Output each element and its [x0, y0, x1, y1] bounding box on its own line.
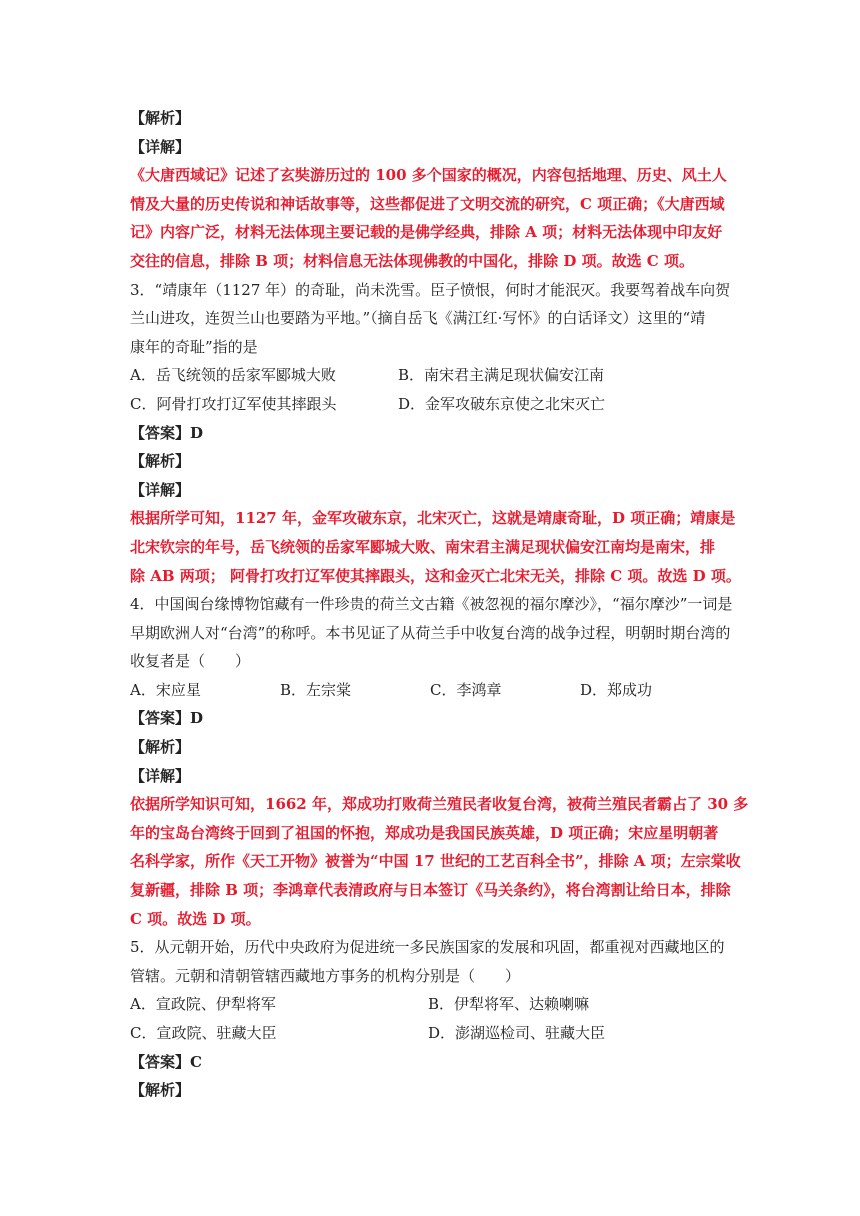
document-page: [130, 104, 749, 1105]
options-row: [130, 361, 730, 390]
question-stem-line: 康年的奇耻”指的是: [130, 337, 258, 356]
option-d: D．金军攻破东京使之北宋灭亡: [398, 394, 606, 413]
option-a: A．岳飞统领的岳家军郾城大败: [130, 366, 336, 385]
option-b: B．左宗棠: [280, 680, 352, 699]
question-stem-line: 管辖。元朝和清朝管辖西藏地方事务的机构分别是（ ）: [130, 966, 521, 985]
options-row: [130, 990, 730, 1019]
answer-label: 【答案】D: [130, 709, 204, 728]
answer-label: 【答案】D: [130, 423, 204, 442]
explanation-line: 情及大量的历史传说和神话故事等，这些都促进了文明交流的研究，C 项正确；《大唐西域: [130, 194, 725, 213]
detail-heading: 【详解】: [130, 137, 191, 156]
question-stem-line: 4．中国闽台缘博物馆藏有一件珍贵的荷兰文古籍《被忽视的福尔摩沙》，“福尔摩沙”一词是: [130, 595, 733, 614]
detail-heading: 【详解】: [130, 480, 191, 499]
explanation-line: 根据所学可知，1127 年，金军攻破东京，北宋灭亡，这就是靖康奇耻，D 项正确；靖康是: [130, 509, 736, 528]
explanation-line: 年的宝岛台湾终于回到了祖国的怀抱，郑成功是我国民族英雄，D 项正确；宋应星明朝著: [130, 823, 719, 842]
analysis-heading: 【解析】: [130, 738, 191, 757]
option-d: D．郑成功: [580, 680, 653, 699]
option-d: D．澎湖巡检司、驻藏大臣: [428, 1024, 606, 1042]
question-stem-line: 5．从元朝开始，历代中央政府为促进统一多民族国家的发展和巩固，都重视对西藏地区的: [130, 938, 725, 957]
question-4: [130, 590, 749, 933]
explanation-line: 名科学家，所作《天工开物》被誉为“中国 17 世纪的工艺百科全书”，排除 A 项；左宗棠收: [130, 852, 741, 871]
analysis-heading: 【解析】: [130, 1081, 191, 1100]
options-row: [130, 390, 730, 419]
explanation-q2: [130, 161, 730, 275]
explanation-line: 北宋钦宗的年号，岳飞统领的岳家军郾城大败、南宋君主满足现状偏安江南均是南宋，排: [130, 537, 716, 556]
explanation-line: 依据所学知识可知，1662 年，郑成功打败荷兰殖民者收复台湾，被荷兰殖民者霸占了 30 多: [130, 795, 749, 814]
question-stem-line: 3．“靖康年（1127 年）的奇耻，尚未洗雪。臣子愤恨，何时才能泯灭。我要驾着战车向贺: [130, 280, 731, 299]
explanation-line: 记》内容广泛，材料无法体现主要记载的是佛学经典，排除 A 项；材料无法体现中印友好: [130, 223, 723, 242]
question-3: [130, 276, 741, 591]
detail-heading: 【详解】: [130, 766, 191, 785]
question-stem-line: 早期欧洲人对“台湾”的称呼。本书见证了从荷兰手中收复台湾的战争过程，明朝时期台湾的: [130, 623, 731, 642]
explanation-q3: [130, 504, 741, 590]
option-c: C．宣政院、驻藏大臣: [130, 1024, 277, 1042]
option-a: A．宋应星: [130, 680, 201, 699]
answer-label: 【答案】C: [130, 1052, 202, 1071]
options-row: [130, 676, 730, 705]
explanation-line: 《大唐西域记》记述了玄奘游历过的 100 多个国家的概况，内容包括地理、历史、风土人: [130, 166, 727, 185]
question-5: [130, 933, 730, 1105]
explanation-line: C 项。故选 D 项。: [130, 909, 261, 928]
question-stem-line: 兰山进攻，连贺兰山也要踏为平地。”（摘自岳飞《满江红·写怀》的白话译文）这里的“靖: [130, 309, 706, 328]
option-b: B．南宋君主满足现状偏安江南: [398, 366, 605, 385]
option-c: C．李鸿章: [430, 680, 502, 699]
analysis-heading: 【解析】: [130, 452, 191, 471]
explanation-line: 复新疆，排除 B 项；李鸿章代表清政府与日本签订《马关条约》，将台湾割让给日本，排除: [130, 881, 731, 900]
option-c: C．阿骨打攻打辽军使其摔跟头: [130, 394, 337, 413]
explanation-q4: [130, 790, 749, 933]
question-stem-line: 收复者是（ ）: [130, 652, 251, 671]
option-b: B．伊犁将军、达赖喇嘛: [428, 995, 590, 1014]
analysis-heading: 【解析】: [130, 109, 191, 127]
options-row: [130, 1019, 730, 1048]
explanation-line: 交往的信息，排除 B 项；材料信息无法体现佛教的中国化，排除 D 项。故选 C 项。: [130, 251, 694, 270]
explanation-line: 除 AB 两项； 阿骨打攻打辽军使其摔跟头，这和金灭亡北宋无关，排除 C 项。故选 D 项。: [130, 566, 741, 585]
option-a: A．宣政院、伊犁将军: [130, 995, 276, 1014]
